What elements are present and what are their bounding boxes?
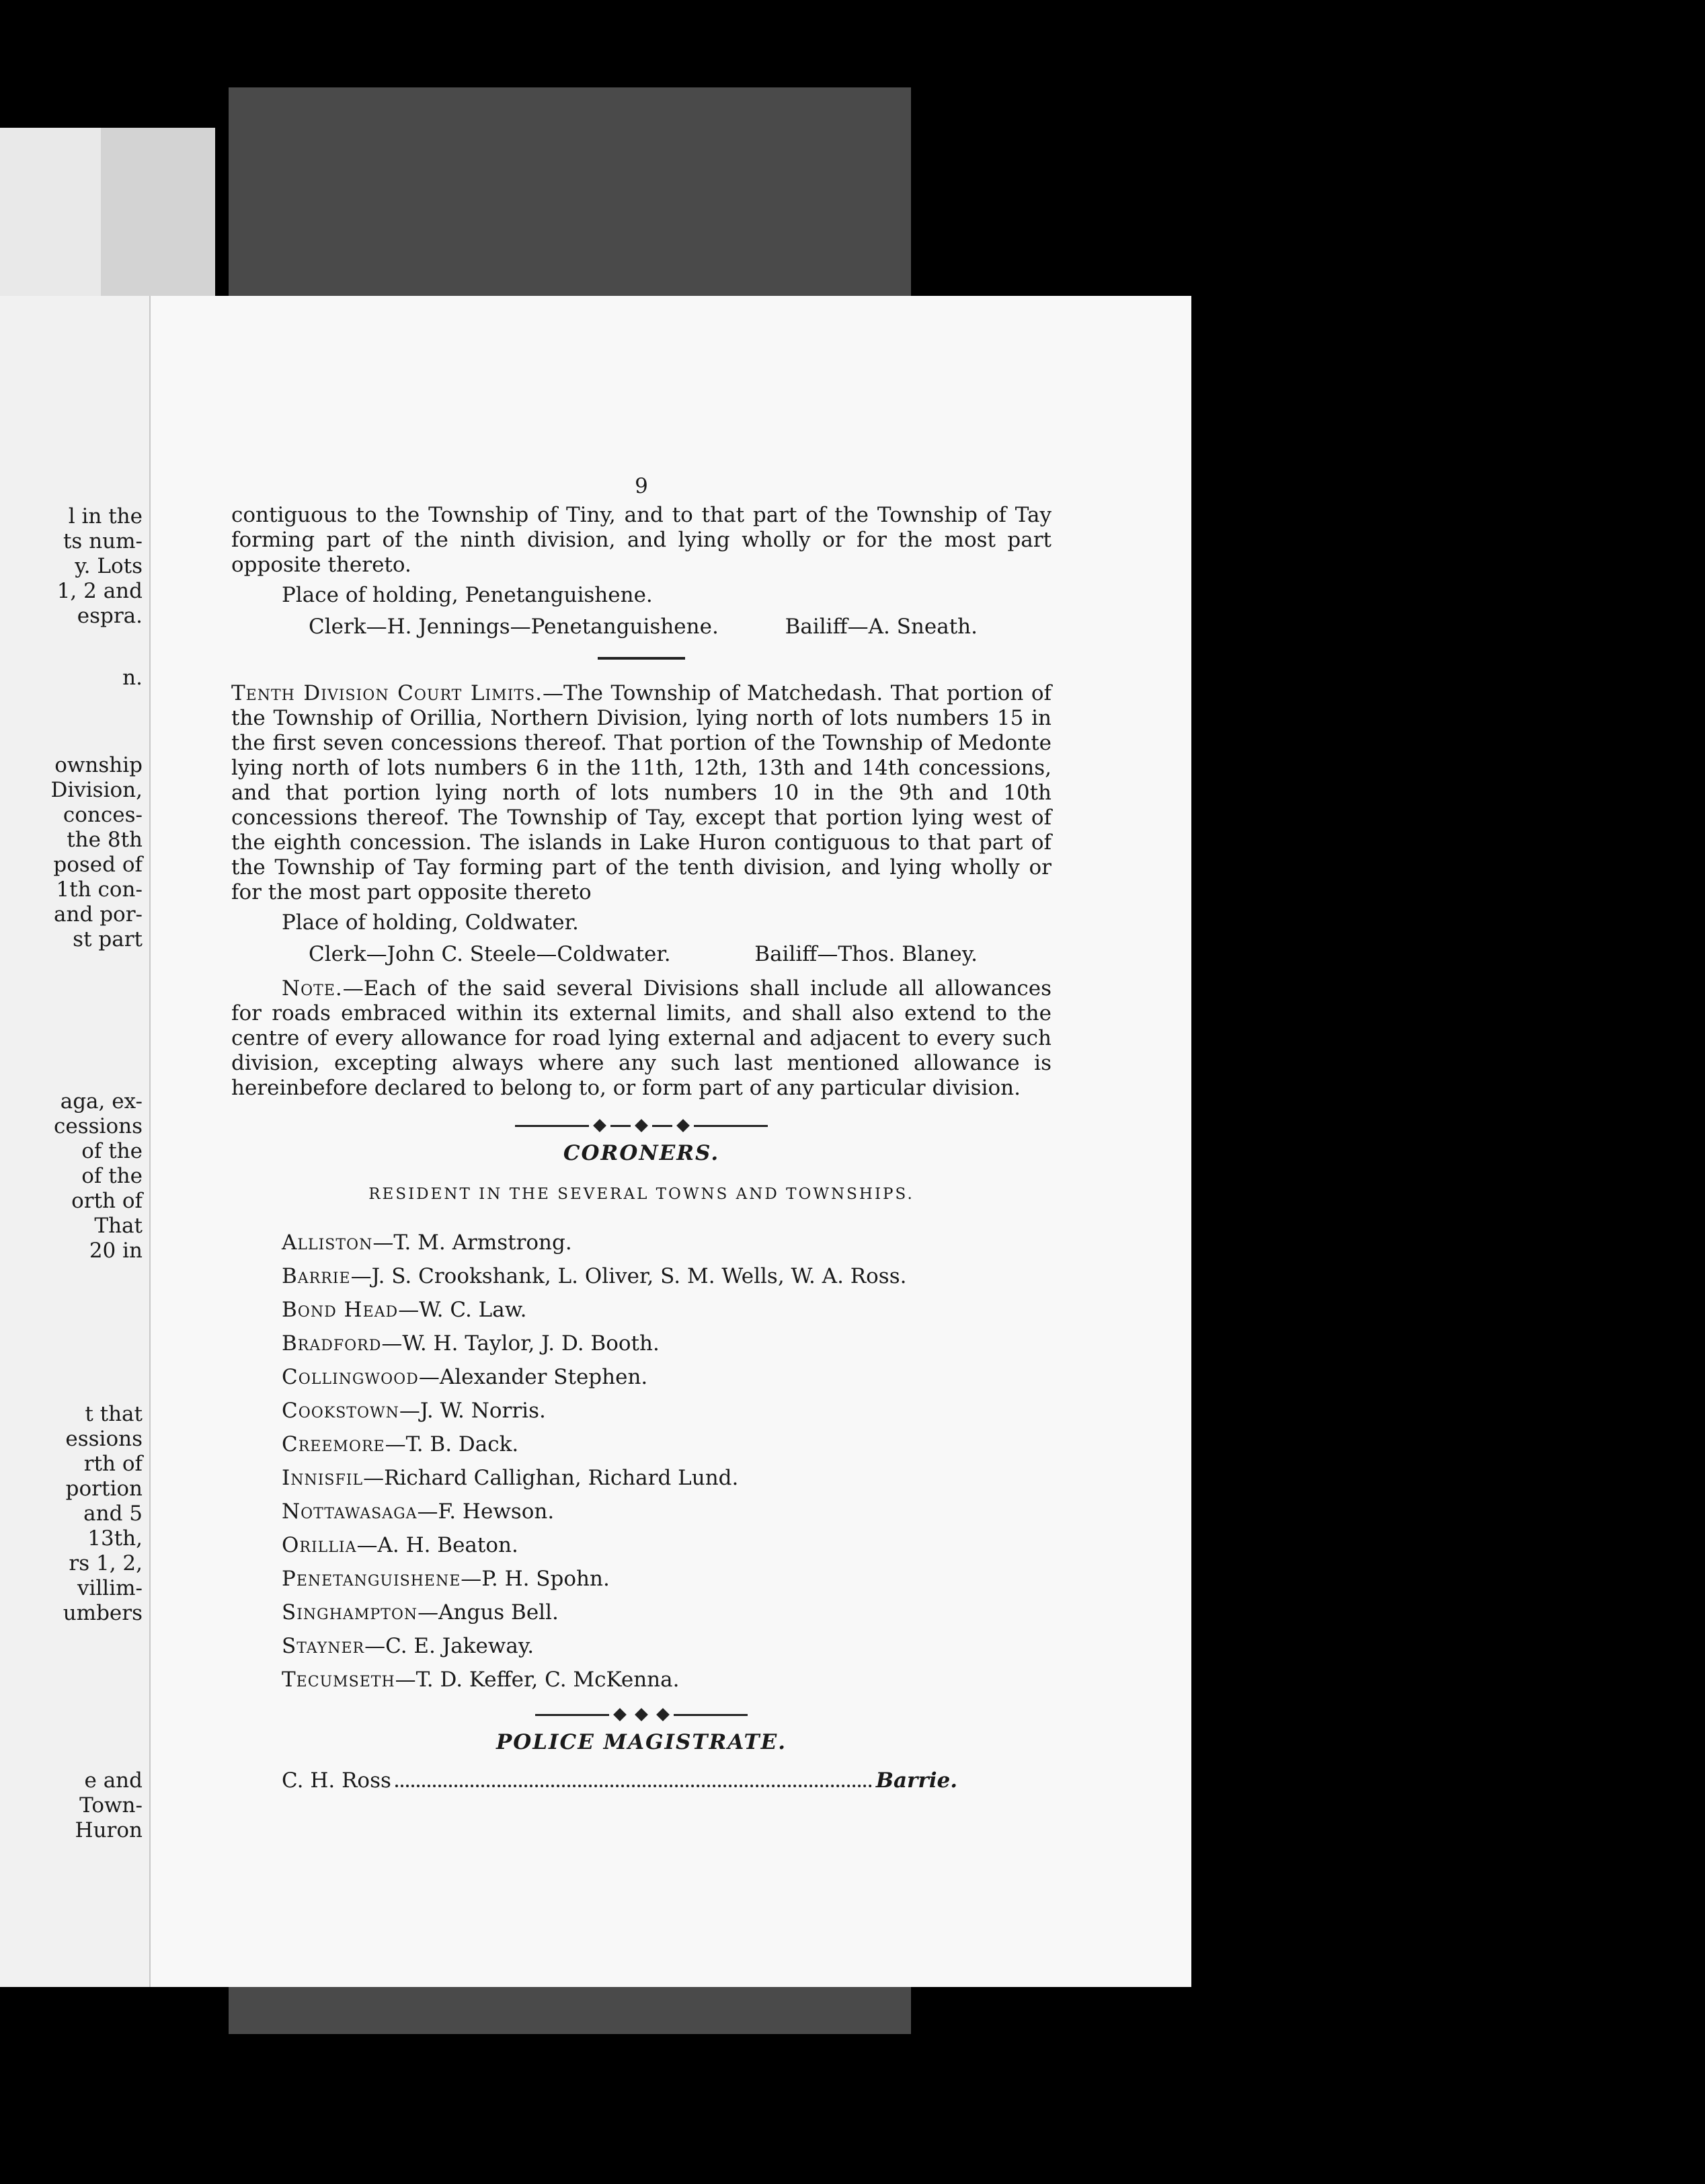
police-magistrate-heading: POLICE MAGISTRATE.: [495, 1730, 787, 1754]
coroner-names: —F. Hewson.: [417, 1499, 555, 1524]
note-body: —Each of the said several Divisions shall include all allowances for roads embraced within its external limits, and shall also extend to the centre of every allowance for road lying external and adjacent to every such division, excepting always where any such last mentioned allowance is hereinbefore declared to belong to, or form part of any particular division.: [231, 976, 1052, 1100]
coroner-town: Tecumseth: [282, 1668, 395, 1692]
left-page-fragment: 20 in: [89, 1239, 143, 1263]
left-page-fragment: Huron: [75, 1818, 143, 1842]
coroner-town: Singhampton: [282, 1600, 418, 1625]
left-page-fragment: 1, 2 and: [56, 579, 143, 603]
ninth-bailiff: Bailiff—A. Sneath.: [785, 615, 978, 639]
ornamental-divider: [231, 1710, 1052, 1719]
coroner-town: Collingwood: [282, 1365, 419, 1389]
tenth-division-limits: [231, 681, 1052, 905]
ninth-place-of-holding: Place of holding, Penetanguishene.: [282, 583, 653, 607]
ornament-diamond: [593, 1119, 606, 1132]
left-page-fragment: That: [94, 1214, 143, 1238]
coroner-entry: [282, 1428, 1052, 1461]
note-heading: Note.: [282, 976, 343, 1001]
coroner-names: —Alexander Stephen.: [418, 1365, 648, 1389]
ninth-division-continuation: contiguous to the Township of Tiny, and to that part of the Township of Tay forming part of the ninth division, and lying wholly or for the most part opposite thereto.: [231, 503, 1052, 577]
coroner-entry: [282, 1596, 1052, 1629]
left-page-fragment: 1th con-: [56, 878, 143, 902]
coroner-town: Innisfil: [282, 1466, 364, 1490]
left-page-fragment: l in the: [68, 504, 143, 529]
coroner-names: —T. B. Dack.: [385, 1432, 519, 1456]
coroner-names: —Angus Bell.: [418, 1600, 559, 1625]
tenth-clerk: Clerk—John C. Steele—Coldwater.: [309, 942, 671, 966]
coroner-town: Bradford: [282, 1331, 382, 1356]
left-page-fragment: Town-: [79, 1793, 143, 1818]
coroner-names: —W. C. Law.: [398, 1298, 527, 1322]
left-page-fragment: espra.: [77, 604, 143, 628]
left-page-fragment: 13th,: [87, 1526, 143, 1551]
left-page-fragment: conces-: [63, 803, 143, 827]
left-page-fragment: and por-: [54, 902, 143, 927]
coroner-entry: [282, 1663, 1052, 1696]
left-page-fragment: villim-: [77, 1576, 143, 1600]
left-page-fragment: essions: [65, 1427, 143, 1451]
left-page-fragment: y. Lots: [75, 554, 143, 578]
tenth-division-body: —The Township of Matchedash. That portion of the Township of Orillia, Northern Division, lying north of lots numbers 15 in the first seven concessions thereof. That portion of the Township of Medonte lying north of lots numbers 6 in the 11th, 12th, 13th and 14th concessions, and that portion lying north of lots numbers 10 in the 9th and 10th concessions thereof. The Township of Tay, except that portion lying west of the eighth concession. The islands in Lake Huron contiguous to that part of the Township of Tay forming part of the tenth division, and lying wholly or for the most part opposite thereto: [231, 681, 1052, 904]
left-page-fragment: posed of: [53, 853, 143, 877]
ornament-line: [610, 1125, 631, 1127]
coroner-names: —T. M. Armstrong.: [372, 1231, 572, 1255]
coroner-town: Barrie: [282, 1264, 351, 1288]
ornament-diamond: [635, 1119, 648, 1132]
left-page-fragment: of the: [81, 1164, 143, 1188]
coroner-names: —A. H. Beaton.: [356, 1533, 518, 1557]
ninth-officials: [231, 615, 1052, 639]
dot-leader: [395, 1785, 872, 1787]
right-page: [149, 296, 1191, 1987]
left-page-fragment: Division,: [50, 778, 143, 802]
page-number: 9: [635, 474, 648, 498]
tenth-officials: [231, 942, 1052, 967]
police-magistrate-name: C. H. Ross: [282, 1768, 391, 1793]
note-paragraph: [231, 976, 1052, 1101]
tenth-division-heading: Tenth Division Court Limits.: [231, 681, 543, 705]
left-page-fragment: ownship: [54, 753, 143, 777]
coroner-names: —C. E. Jakeway.: [364, 1634, 534, 1658]
left-page: [0, 296, 157, 1987]
bookmark-ribbon: [0, 128, 215, 313]
left-page-fragment: rs 1, 2,: [69, 1551, 143, 1575]
left-page-fragment: of the: [81, 1139, 143, 1163]
ornament-diamond: [676, 1119, 690, 1132]
bookmark-band: [101, 128, 215, 313]
left-page-fragment: rth of: [83, 1452, 143, 1476]
police-magistrate-place: Barrie.: [875, 1768, 957, 1793]
ornamental-divider: [231, 1121, 1052, 1130]
coroner-names: —J. S. Crookshank, L. Oliver, S. M. Wells, W. A. Ross.: [350, 1264, 907, 1288]
coroner-entry: [282, 1629, 1052, 1663]
coroner-names: —T. D. Keffer, C. McKenna.: [395, 1668, 680, 1692]
coroners-heading: CORONERS.: [563, 1141, 720, 1165]
ornament-diamond: [656, 1708, 670, 1721]
left-page-fragment: aga, ex-: [60, 1089, 143, 1114]
coroner-town: Stayner: [282, 1634, 365, 1658]
page-content: [231, 474, 1052, 1793]
ornament-line: [652, 1125, 672, 1127]
coroner-town: Penetanguishene: [282, 1567, 461, 1591]
coroner-names: —P. H. Spohn.: [461, 1567, 610, 1591]
left-page-fragment: and 5: [83, 1502, 143, 1526]
coroner-entry: [282, 1495, 1052, 1528]
coroner-town: Creemore: [282, 1432, 385, 1456]
ornament-line: [694, 1125, 768, 1127]
coroner-entry: [282, 1562, 1052, 1596]
left-page-fragment: the 8th: [67, 828, 143, 852]
coroner-town: Nottawasaga: [282, 1499, 418, 1524]
coroners-subheading: RESIDENT IN THE SEVERAL TOWNS AND TOWNSHIPS.: [368, 1185, 914, 1203]
left-page-fragment: umbers: [63, 1601, 143, 1625]
coroner-entry: [282, 1293, 1052, 1327]
left-page-fragment: st part: [73, 927, 143, 951]
coroner-names: —Richard Callighan, Richard Lund.: [363, 1466, 739, 1490]
ornament-line: [535, 1714, 609, 1716]
coroner-town: Alliston: [282, 1231, 373, 1255]
tenth-bailiff: Bailiff—Thos. Blaney.: [754, 942, 978, 966]
coroners-list: [231, 1226, 1052, 1696]
ornament-line: [674, 1714, 748, 1716]
left-page-fragment: orth of: [71, 1189, 143, 1213]
coroner-entry: [282, 1360, 1052, 1394]
coroner-entry: [282, 1327, 1052, 1360]
left-page-fragment: ts num-: [63, 529, 143, 553]
ornament-diamond: [613, 1708, 627, 1721]
left-page-fragment: e and: [84, 1768, 143, 1793]
coroner-entry: [282, 1226, 1052, 1259]
coroner-entry: [282, 1461, 1052, 1495]
coroner-entry: [282, 1259, 1052, 1293]
coroner-town: Orillia: [282, 1533, 357, 1557]
police-magistrate-entry: [231, 1768, 1052, 1793]
coroner-town: Cookstown: [282, 1399, 399, 1423]
coroner-names: —W. H. Taylor, J. D. Booth.: [381, 1331, 660, 1356]
ninth-clerk: Clerk—H. Jennings—Penetanguishene.: [309, 615, 719, 639]
left-page-fragment: t that: [85, 1402, 143, 1426]
coroner-entry: [282, 1394, 1052, 1428]
left-page-fragment: portion: [65, 1477, 143, 1501]
left-page-fragment: n.: [122, 666, 143, 690]
coroner-names: —J. W. Norris.: [399, 1399, 546, 1423]
tenth-place-of-holding: Place of holding, Coldwater.: [282, 910, 579, 935]
ornament-diamond: [635, 1708, 648, 1721]
coroner-town: Bond Head: [282, 1298, 399, 1322]
left-page-fragment: cessions: [54, 1114, 143, 1138]
ornament-line: [515, 1125, 589, 1127]
section-divider: [598, 657, 685, 660]
coroner-entry: [282, 1528, 1052, 1562]
